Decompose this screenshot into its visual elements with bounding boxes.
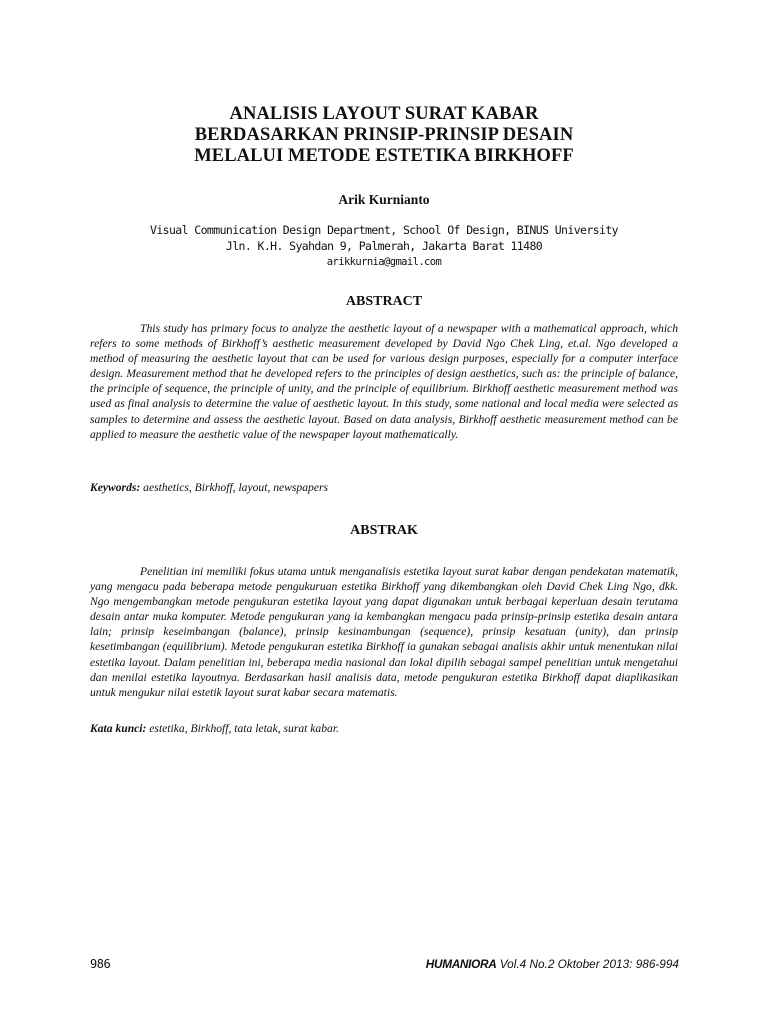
- kata-kunci-text: estetika, Birkhoff, tata letak, surat kabar.: [149, 722, 339, 735]
- abstrak-body: Penelitian ini memiliki fokus utama untuk menganalisis estetika layout surat kabar dengan pendekatan matematik, yang mengacu pada beberapa metode pengukuruan estetika Birkhoff yang dikembangkan oleh David Chek Ling Ngo, dkk. Ngo mengembangkan metode pengukuran estetika layout yang dapat digunakan untuk berbagai keperluan desain terutama desain antar muka komputer. Metode pengukuran yang ia kembangkan mengacu pada prinsip-prinsip estetika desain antara lain; prinsip keseimbangan (balance), prinsip kesinambungan (sequence), prinsip kesatuan (unity), dan prinsip kesetimbangan (equilibrium). Metode pengukuran estetika Birkhoff ia gunakan sebagai analisis akhir untuk menentukan nilai estetika layout. Dalam penelitian ini, beberapa media nasional dan lokal dipilih sebagai sampel penelitian untuk mengetahui dan menilai estetika layoutnya. Berdasarkan hasil analisis data, metode pengukuran estetika Birkhoff dapat diaplikasikan untuk mengukur nilai estetik layout surat kabar secara matematis.: [90, 565, 678, 699]
- affiliation-department: Visual Communication Design Department, School Of Design, BINUS University: [150, 223, 618, 237]
- page-number: 986: [90, 957, 111, 971]
- abstract-heading: ABSTRACT: [345, 294, 423, 309]
- title-line-2: BERDASARKAN PRINSIP-PRINSIP DESAIN: [194, 125, 574, 145]
- keywords-text: aesthetics, Birkhoff, layout, newspapers: [143, 481, 328, 494]
- journal-citation: [426, 957, 679, 971]
- author-email: arikkurnia@gmail.com: [326, 256, 442, 268]
- affiliation-address: Jln. K.H. Syahdan 9, Palmerah, Jakarta Barat 11480: [225, 239, 543, 253]
- author-name: Arik Kurnianto: [338, 192, 430, 207]
- title-line-3: MELALUI METODE ESTETIKA BIRKHOFF: [194, 146, 574, 166]
- journal-name: HUMANIORA: [425, 957, 497, 971]
- abstract-keywords: [90, 480, 678, 495]
- paper-title: [90, 104, 678, 167]
- title-line-1: ANALISIS LAYOUT SURAT KABAR: [229, 104, 539, 124]
- abstrak-heading: ABSTRAK: [350, 523, 418, 538]
- journal-details: Vol.4 No.2 Oktober 2013: 986-994: [499, 957, 679, 971]
- abstrak-keywords: [90, 721, 678, 736]
- keywords-label: Keywords:: [90, 481, 141, 494]
- abstract-body: This study has primary focus to analyze the aesthetic layout of a newspaper with a mathematical approach, which refers to some methods of Birkhoff’s aesthetic measurement developed by David Ngo Chek Ling, et.al. Ngo developed a method of measuring the aesthetic layout that can be used for various design purposes, especially for a computer interface design. Measurement method that he developed refers to the principles of design aesthetics, such as: the principle of balance, the principle of sequence, the principle of unity, and the principle of equilibrium. Birkhoff aesthetic measurement method was used as final analysis to determine the value of aesthetic layout. In this study, some national and local media were selected as samples to determine and assess the aesthetic layout. Based on data analysis, Birkhoff aesthetic measurement method can be applied to measure the aesthetic value of the newspaper layout mathematically.: [90, 322, 678, 441]
- kata-kunci-label: Kata kunci:: [90, 722, 147, 735]
- author-affiliation: [90, 222, 678, 270]
